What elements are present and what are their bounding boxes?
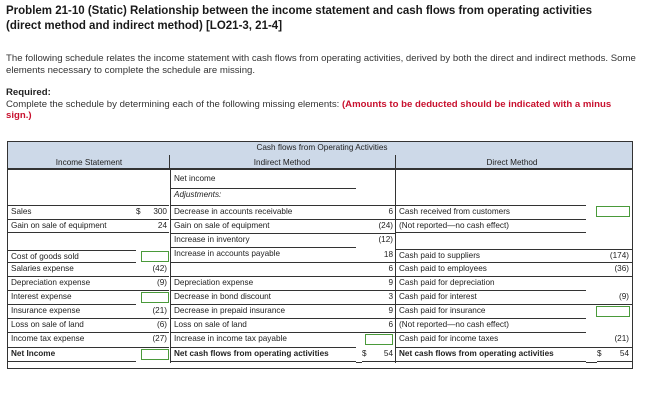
problem-intro: The following schedule relates the income statement with cash flows from operating activities, derived by both the direct and indirect methods. Some elements necessary to complete the schedule are missing. — [6, 53, 636, 76]
indirect-row-adjustments: Adjustments: — [171, 188, 356, 201]
direct-net-cash-dollar: $ — [597, 348, 607, 362]
indirect-depreciation-value: 9 — [356, 277, 395, 291]
indirect-row-depreciation: Depreciation expense — [171, 277, 356, 291]
indirect-bond-value: 3 — [356, 291, 395, 305]
indirect-row-net-income: Net income — [174, 174, 216, 183]
income-row-insurance: Insurance expense — [8, 305, 136, 319]
col-direct-method: Direct Method — [486, 158, 538, 167]
required-heading: Required: — [6, 87, 51, 98]
tax-payable-input[interactable] — [365, 334, 393, 345]
direct-taxes-value: (21) — [586, 333, 632, 348]
direct-row-insurance: Cash paid for insurance — [396, 305, 586, 319]
problem-title: Problem 21-10 (Static) Relationship between the income statement and cash flows from operating activities (direct method and indirect method) [LO21-3, 21-4] — [6, 5, 593, 32]
indirect-row-bond: Decrease in bond discount — [171, 291, 356, 305]
income-tax-value: (27) — [136, 333, 169, 348]
income-row-loss-land: Loss on sale of land — [8, 319, 136, 333]
income-depreciation-value: (9) — [136, 277, 169, 291]
indirect-row-loss-land: Loss on sale of land — [171, 319, 356, 333]
direct-suppliers-value: (174) — [586, 249, 632, 263]
col-income-statement: Income Statement — [55, 158, 123, 167]
indirect-gain-value: (24) — [356, 219, 395, 233]
direct-row-not-reported-2: (Not reported—no cash effect) — [396, 319, 586, 333]
col-indirect-method: Indirect Method — [253, 158, 311, 167]
indirect-row-blank — [171, 263, 356, 277]
income-row-salaries: Salaries expense — [8, 263, 136, 277]
income-row-sales: Sales — [8, 205, 136, 219]
indirect-inventory-value: (12) — [356, 233, 395, 247]
indirect-row-ar: Decrease in accounts receivable — [171, 205, 356, 219]
income-row-interest: Interest expense — [8, 291, 136, 305]
cash-received-customers-input[interactable] — [596, 206, 630, 217]
income-row-cogs: Cost of goods sold — [8, 250, 136, 263]
income-row-gain: Gain on sale of equipment — [8, 219, 136, 233]
direct-row-customers: Cash received from customers — [396, 205, 586, 219]
income-gain-value: 24 — [136, 219, 169, 233]
direct-row-taxes: Cash paid for income taxes — [396, 333, 586, 348]
direct-row-suppliers: Cash paid to suppliers — [396, 249, 586, 263]
direct-net-cash-value: 54 — [607, 348, 632, 362]
direct-row-net-cash: Net cash flows from operating activities — [396, 348, 586, 362]
income-insurance-value: (21) — [136, 305, 169, 319]
income-sales-dollar: $ — [136, 205, 146, 219]
indirect-net-cash-value: 54 — [372, 348, 395, 362]
group-header: Cash flows from Operating Activities — [256, 143, 388, 152]
indirect-row-prepaid: Decrease in prepaid insurance — [171, 305, 356, 319]
income-row-tax: Income tax expense — [8, 333, 136, 348]
direct-row-employees: Cash paid to employees — [396, 263, 586, 277]
direct-interest-value: (9) — [586, 291, 632, 305]
indirect-row-gain: Gain on sale of equipment — [171, 219, 356, 233]
cash-paid-insurance-input[interactable] — [596, 306, 630, 317]
cogs-input[interactable] — [141, 251, 169, 262]
direct-row-not-reported-1: (Not reported—no cash effect) — [396, 219, 586, 233]
direct-employees-value: (36) — [586, 263, 632, 277]
direct-row-interest: Cash paid for interest — [396, 291, 586, 305]
required-text — [6, 99, 638, 121]
net-income-input[interactable] — [141, 349, 169, 360]
indirect-row-tax-payable: Increase in income tax payable — [171, 333, 356, 348]
indirect-prepaid-value: 9 — [356, 305, 395, 319]
direct-row-depreciation: Cash paid for depreciation — [396, 277, 586, 291]
indirect-loss-land-value: 6 — [356, 319, 395, 333]
required-note: (Amounts to be deducted should be indicated with a minus sign.) — [6, 99, 612, 121]
indirect-blank-value: 6 — [356, 263, 395, 277]
indirect-row-ap: Increase in accounts payable — [171, 247, 356, 263]
income-row-net-income: Net Income — [8, 348, 136, 362]
schedule-table — [7, 141, 633, 369]
indirect-ap-value: 18 — [356, 249, 395, 263]
indirect-net-cash-dollar: $ — [362, 348, 372, 362]
indirect-row-inventory: Increase in inventory — [171, 233, 356, 247]
interest-expense-input[interactable] — [141, 292, 169, 303]
income-row-depreciation: Depreciation expense — [8, 277, 136, 291]
indirect-row-net-cash: Net cash flows from operating activities — [171, 348, 356, 362]
required-instruction: Complete the schedule by determining each of the following missing elements: — [6, 99, 340, 110]
indirect-ar-value: 6 — [356, 205, 395, 219]
income-loss-land-value: (6) — [136, 319, 169, 333]
income-salaries-value: (42) — [136, 263, 169, 277]
income-sales-value: 300 — [146, 205, 169, 219]
